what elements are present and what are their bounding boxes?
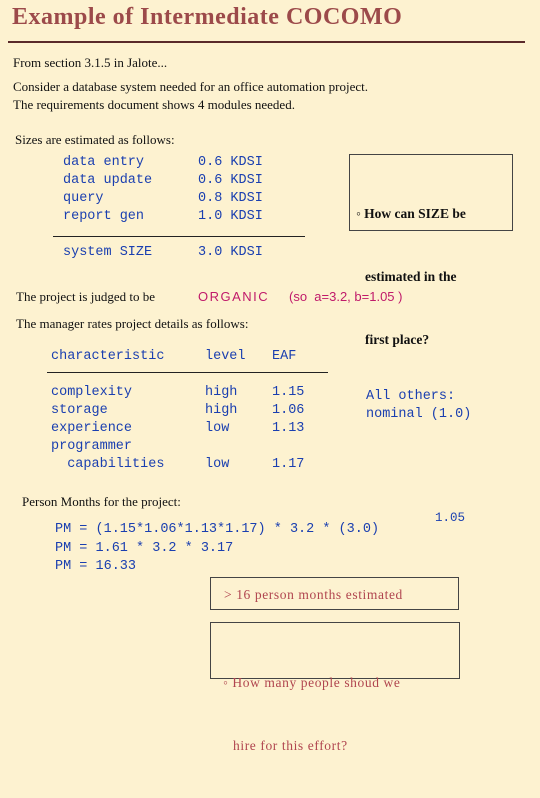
pm-formula-line: PM = (1.15*1.06*1.13*1.17) * 3.2 * (3.0) <box>55 522 380 537</box>
rating-level: high <box>205 403 238 418</box>
rating-eaf: 1.13 <box>272 421 305 436</box>
rating-eaf: 1.17 <box>272 457 305 472</box>
rating-characteristic: experience <box>51 421 133 436</box>
size-question-box <box>349 154 513 347</box>
bullet-icon: ◦ <box>356 206 361 221</box>
column-header-level: level <box>205 349 246 364</box>
pm-exponent: 1.05 <box>435 511 466 525</box>
project-type-label: The project is judged to be <box>16 289 155 304</box>
ratings-header-rule <box>47 372 328 373</box>
rating-characteristic: programmer <box>51 439 133 454</box>
hire-question-box <box>210 622 460 753</box>
size-question-line: estimated in the <box>365 269 457 284</box>
module-size: 0.6 KDSI <box>198 173 263 188</box>
project-params: (so a=3.2, b=1.05 ) <box>289 289 403 304</box>
page-title: Example of Intermediate COCOMO <box>12 4 403 30</box>
others-label: All others: <box>366 389 456 404</box>
module-size: 1.0 KDSI <box>198 209 263 224</box>
sizes-total-rule <box>53 236 305 237</box>
hire-question-line: hire for this effort? <box>233 738 348 753</box>
pm-formula-line: PM = 1.61 * 3.2 * 3.17 <box>55 541 234 556</box>
size-question-line: first place? <box>365 332 430 347</box>
project-mode: ORGANIC <box>198 289 270 304</box>
module-size: 0.8 KDSI <box>198 191 263 206</box>
module-name: data entry <box>63 155 145 170</box>
system-size-value: 3.0 KDSI <box>198 245 263 260</box>
sizes-heading: Sizes are estimated as follows: <box>15 132 175 147</box>
rating-level: low <box>205 421 230 436</box>
ratings-heading: The manager rates project details as follows: <box>16 316 249 331</box>
pm-formula-line: PM = 16.33 <box>55 559 137 574</box>
result-box <box>210 577 459 610</box>
intro-source: From section 3.1.5 in Jalote... <box>13 55 168 70</box>
pm-heading: Person Months for the project: <box>22 494 181 509</box>
module-name: report gen <box>63 209 145 224</box>
size-question-line: How can SIZE be <box>364 206 466 221</box>
rating-eaf: 1.15 <box>272 385 305 400</box>
module-size: 0.6 KDSI <box>198 155 263 170</box>
system-size-label: system SIZE <box>63 245 153 260</box>
title-divider <box>8 41 525 43</box>
rating-characteristic: storage <box>51 403 108 418</box>
result-text: > 16 person months estimated <box>224 587 403 602</box>
column-header-characteristic: characteristic <box>51 349 165 364</box>
rating-characteristic: complexity <box>51 385 133 400</box>
module-name: data update <box>63 173 153 188</box>
rating-eaf: 1.06 <box>272 403 305 418</box>
others-value: nominal (1.0) <box>366 407 472 422</box>
intro-requirements: The requirements document shows 4 modules needed. <box>13 97 295 112</box>
column-header-eaf: EAF <box>272 349 297 364</box>
module-name: query <box>63 191 104 206</box>
rating-level: low <box>205 457 230 472</box>
intro-context: Consider a database system needed for an office automation project. <box>13 79 368 94</box>
hire-question-line: How many people shoud we <box>232 675 401 690</box>
rating-level: high <box>205 385 238 400</box>
bullet-icon: ◦ <box>223 675 229 690</box>
rating-characteristic: capabilities <box>51 457 165 472</box>
